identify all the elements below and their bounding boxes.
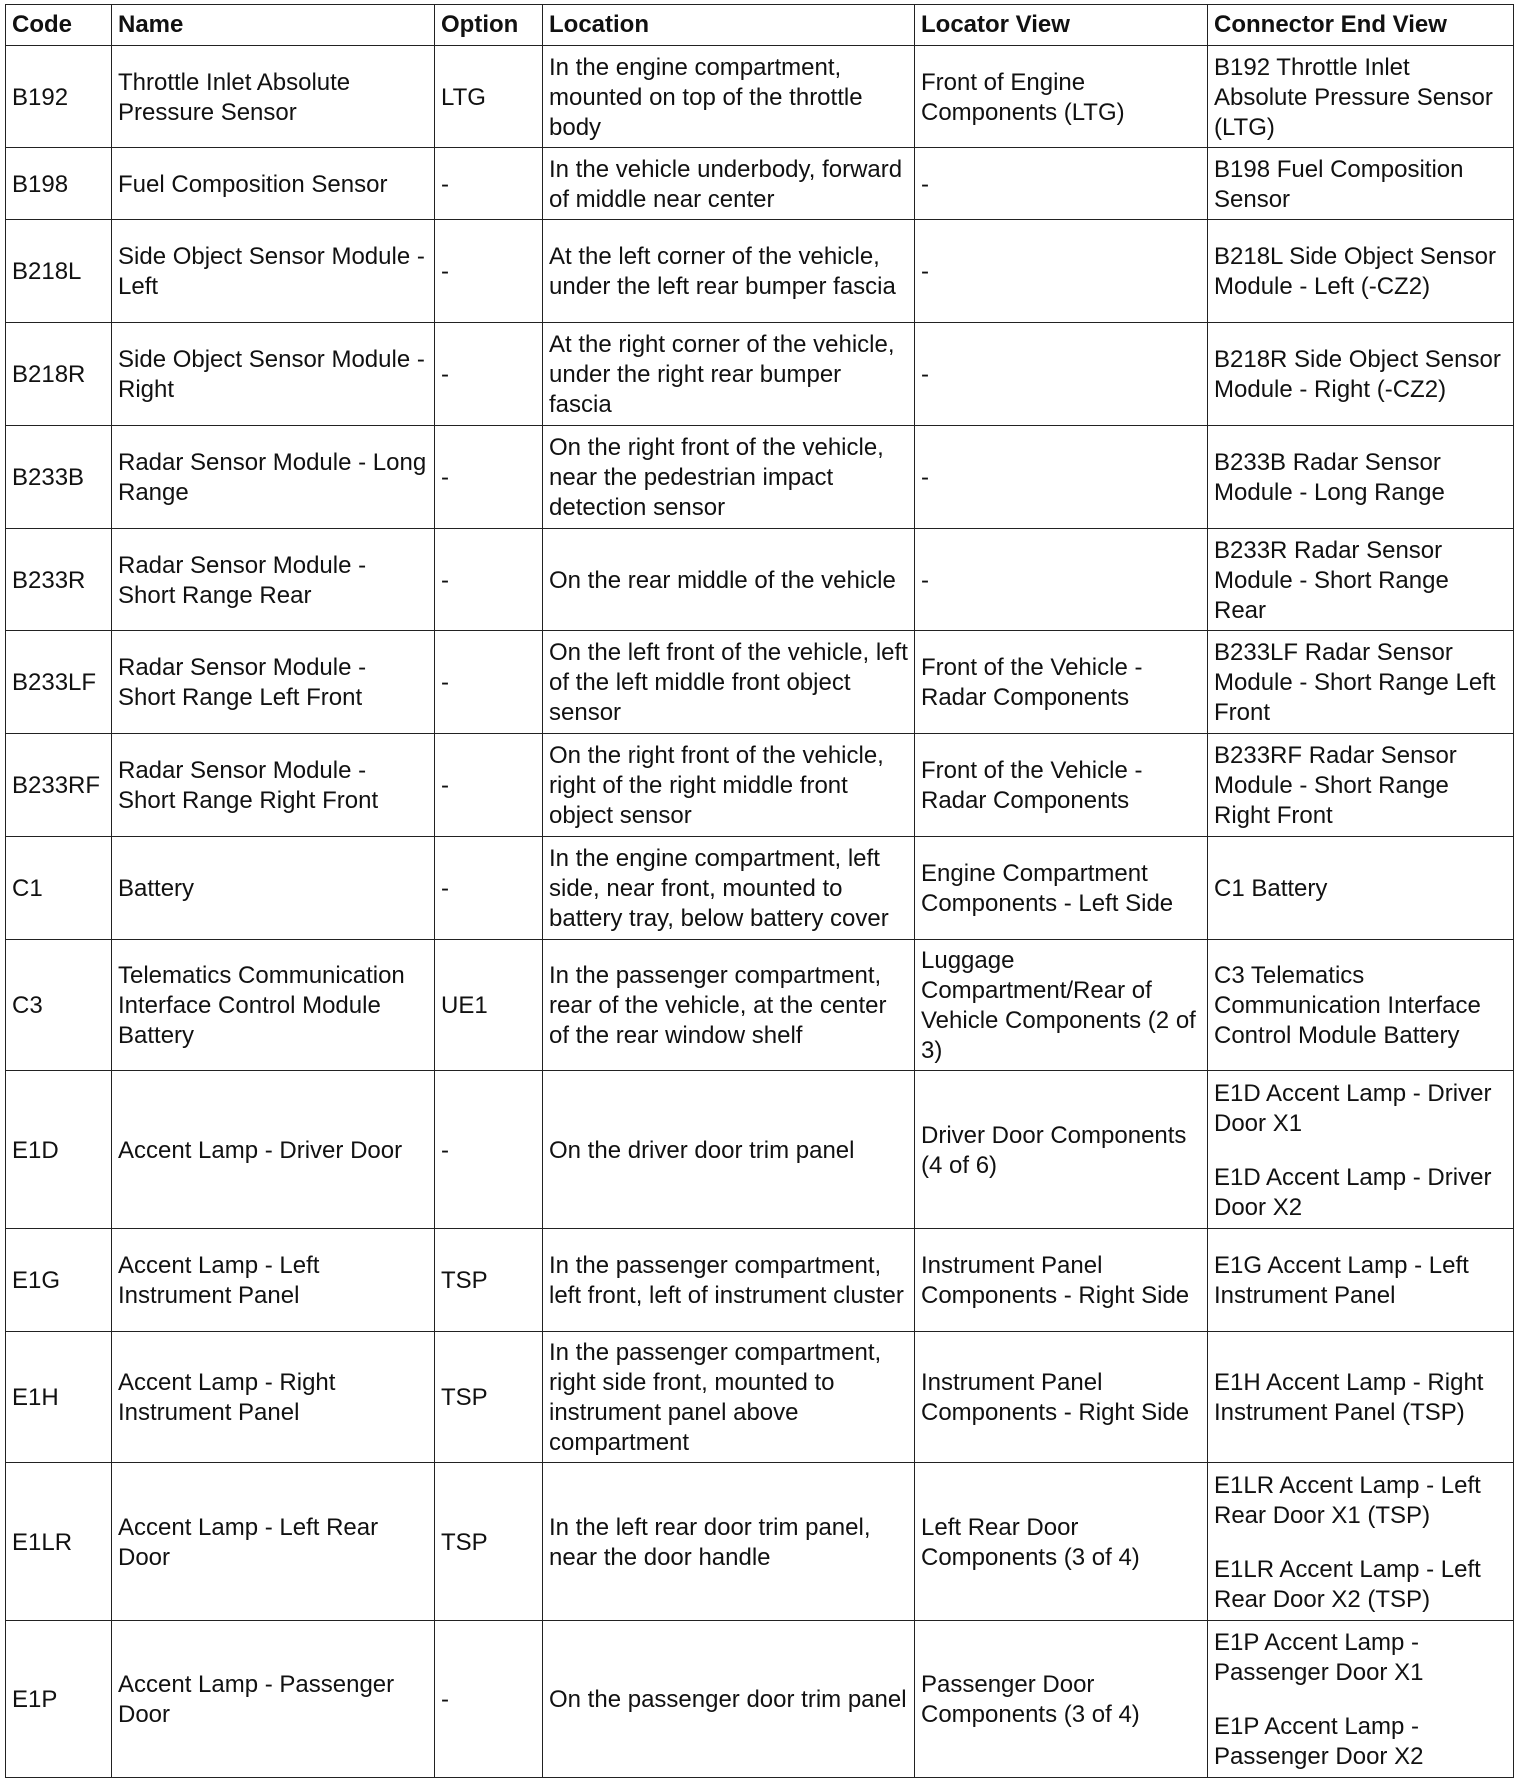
cell-option: UE1 — [435, 940, 543, 1071]
cell-location: On the rear middle of the vehicle — [543, 529, 915, 631]
cell-option: TSP — [435, 1332, 543, 1463]
cell-location: On the passenger door trim panel — [543, 1621, 915, 1778]
cell-code: B233R — [6, 529, 112, 631]
connector-view-link[interactable]: B233R Radar Sensor Module - Short Range Rear — [1214, 536, 1449, 624]
cell-locator-view: Driver Door Components (4 of 6) — [915, 1071, 1208, 1229]
cell-option: - — [435, 529, 543, 631]
cell-location: At the right corner of the vehicle, under the right rear bumper fascia — [543, 323, 915, 426]
connector-view-link[interactable]: E1G Accent Lamp - Left Instrument Panel — [1214, 1252, 1469, 1309]
cell-connector-end-view — [1208, 734, 1514, 837]
cell-connector-end-view — [1208, 940, 1514, 1071]
cell-name: Throttle Inlet Absolute Pressure Sensor — [112, 46, 435, 148]
cell-locator-view: Engine Compartment Components - Left Side — [915, 837, 1208, 940]
cell-name: Accent Lamp - Left Instrument Panel — [112, 1229, 435, 1332]
cell-option: - — [435, 220, 543, 323]
connector-view-link[interactable]: C1 Battery — [1214, 875, 1328, 902]
cell-location: In the passenger compartment, right side front, mounted to instrument panel above compartment — [543, 1332, 915, 1463]
cell-connector-end-view — [1208, 1332, 1514, 1463]
connector-view-link[interactable]: B218L Side Object Sensor Module - Left (-CZ2) — [1214, 243, 1496, 300]
table-row — [6, 1332, 1514, 1463]
connector-view-link[interactable]: B233LF Radar Sensor Module - Short Range Left Front — [1214, 639, 1496, 726]
connector-view-link[interactable]: E1D Accent Lamp - Driver Door X2 — [1214, 1163, 1492, 1221]
cell-code: B233LF — [6, 631, 112, 734]
cell-code: E1G — [6, 1229, 112, 1332]
cell-option: - — [435, 323, 543, 426]
cell-option: - — [435, 837, 543, 940]
cell-locator-view: Instrument Panel Components - Right Side — [915, 1229, 1208, 1332]
connector-view-link[interactable]: E1H Accent Lamp - Right Instrument Panel (TSP) — [1214, 1369, 1484, 1426]
cell-option: - — [435, 148, 543, 220]
table-row — [6, 1071, 1514, 1229]
cell-locator-view: - — [915, 426, 1208, 529]
cell-name: Accent Lamp - Left Rear Door — [112, 1463, 435, 1621]
cell-connector-end-view — [1208, 1621, 1514, 1778]
cell-locator-view: Luggage Compartment/Rear of Vehicle Components (2 of 3) — [915, 940, 1208, 1071]
cell-location: On the right front of the vehicle, near the pedestrian impact detection sensor — [543, 426, 915, 529]
cell-code: B233B — [6, 426, 112, 529]
cell-connector-end-view — [1208, 220, 1514, 323]
cell-option: TSP — [435, 1229, 543, 1332]
connector-view-link[interactable]: B218R Side Object Sensor Module - Right (-CZ2) — [1214, 346, 1501, 403]
cell-locator-view: Front of the Vehicle - Radar Components — [915, 631, 1208, 734]
component-locator-table — [5, 4, 1514, 1778]
cell-code: B218L — [6, 220, 112, 323]
table-row — [6, 631, 1514, 734]
cell-code: C3 — [6, 940, 112, 1071]
cell-locator-view: - — [915, 220, 1208, 323]
table-row — [6, 323, 1514, 426]
cell-code: B218R — [6, 323, 112, 426]
cell-location: At the left corner of the vehicle, under the left rear bumper fascia — [543, 220, 915, 323]
cell-name: Radar Sensor Module - Short Range Left Front — [112, 631, 435, 734]
cell-locator-view: - — [915, 148, 1208, 220]
cell-code: E1D — [6, 1071, 112, 1229]
header-row — [6, 5, 1514, 46]
header-location: Location — [543, 5, 915, 46]
connector-view-link[interactable]: E1LR Accent Lamp - Left Rear Door X2 (TSP) — [1214, 1555, 1481, 1613]
cell-connector-end-view — [1208, 1229, 1514, 1332]
cell-location: In the left rear door trim panel, near the door handle — [543, 1463, 915, 1621]
header-name: Name — [112, 5, 435, 46]
cell-name: Telematics Communication Interface Control Module Battery — [112, 940, 435, 1071]
header-code: Code — [6, 5, 112, 46]
cell-locator-view: Left Rear Door Components (3 of 4) — [915, 1463, 1208, 1621]
connector-view-link[interactable]: B192 Throttle Inlet Absolute Pressure Sensor (LTG) — [1214, 53, 1493, 141]
cell-option: - — [435, 631, 543, 734]
cell-option: - — [435, 734, 543, 837]
cell-connector-end-view — [1208, 426, 1514, 529]
cell-name: Radar Sensor Module - Short Range Rear — [112, 529, 435, 631]
cell-option: - — [435, 1071, 543, 1229]
cell-location: In the passenger compartment, rear of the vehicle, at the center of the rear window shelf — [543, 940, 915, 1071]
header-connector-end-view: Connector End View — [1208, 5, 1514, 46]
cell-name: Radar Sensor Module - Short Range Right Front — [112, 734, 435, 837]
cell-connector-end-view — [1208, 837, 1514, 940]
cell-name: Accent Lamp - Right Instrument Panel — [112, 1332, 435, 1463]
connector-view-link[interactable]: E1P Accent Lamp - Passenger Door X2 — [1214, 1713, 1424, 1770]
connector-view-link[interactable]: C3 Telematics Communication Interface Control Module Battery — [1214, 962, 1481, 1049]
cell-option: LTG — [435, 46, 543, 148]
cell-locator-view: - — [915, 529, 1208, 631]
cell-code: B198 — [6, 148, 112, 220]
cell-name: Accent Lamp - Passenger Door — [112, 1621, 435, 1778]
connector-view-link[interactable]: B233B Radar Sensor Module - Long Range — [1214, 449, 1445, 506]
connector-view-link[interactable]: B198 Fuel Composition Sensor — [1214, 155, 1464, 213]
connector-view-link[interactable]: B233RF Radar Sensor Module - Short Range Right Front — [1214, 742, 1457, 829]
cell-location: In the engine compartment, mounted on top of the throttle body — [543, 46, 915, 148]
cell-location: On the driver door trim panel — [543, 1071, 915, 1229]
cell-name: Side Object Sensor Module - Left — [112, 220, 435, 323]
cell-location: On the left front of the vehicle, left of the left middle front object sensor — [543, 631, 915, 734]
table-row — [6, 529, 1514, 631]
cell-locator-view: Passenger Door Components (3 of 4) — [915, 1621, 1208, 1778]
cell-code: E1LR — [6, 1463, 112, 1621]
cell-locator-view: Front of the Vehicle - Radar Components — [915, 734, 1208, 837]
cell-code: E1H — [6, 1332, 112, 1463]
cell-locator-view: Instrument Panel Components - Right Side — [915, 1332, 1208, 1463]
cell-connector-end-view — [1208, 1463, 1514, 1621]
cell-code: B233RF — [6, 734, 112, 837]
table-row — [6, 940, 1514, 1071]
table-row — [6, 1463, 1514, 1621]
cell-name: Battery — [112, 837, 435, 940]
cell-connector-end-view — [1208, 529, 1514, 631]
table-row — [6, 148, 1514, 220]
cell-location: In the passenger compartment, left front, left of instrument cluster — [543, 1229, 915, 1332]
cell-location: In the engine compartment, left side, near front, mounted to battery tray, below battery cover — [543, 837, 915, 940]
cell-connector-end-view — [1208, 631, 1514, 734]
cell-option: - — [435, 426, 543, 529]
header-locator-view: Locator View — [915, 5, 1208, 46]
connector-view-link[interactable]: E1P Accent Lamp - Passenger Door X1 — [1214, 1629, 1424, 1686]
cell-name: Side Object Sensor Module - Right — [112, 323, 435, 426]
table-row — [6, 220, 1514, 323]
cell-connector-end-view — [1208, 323, 1514, 426]
cell-option: - — [435, 1621, 543, 1778]
cell-code: E1P — [6, 1621, 112, 1778]
table-row — [6, 837, 1514, 940]
cell-locator-view: Front of Engine Components (LTG) — [915, 46, 1208, 148]
cell-connector-end-view — [1208, 46, 1514, 148]
cell-name: Radar Sensor Module - Long Range — [112, 426, 435, 529]
connector-view-link[interactable]: E1LR Accent Lamp - Left Rear Door X1 (TSP) — [1214, 1471, 1481, 1529]
table-row — [6, 734, 1514, 837]
header-option: Option — [435, 5, 543, 46]
table-row — [6, 426, 1514, 529]
table-row — [6, 1621, 1514, 1778]
cell-location: On the right front of the vehicle, right of the right middle front object sensor — [543, 734, 915, 837]
connector-view-link[interactable]: E1D Accent Lamp - Driver Door X1 — [1214, 1079, 1492, 1137]
cell-locator-view: - — [915, 323, 1208, 426]
cell-option: TSP — [435, 1463, 543, 1621]
cell-location: In the vehicle underbody, forward of middle near center — [543, 148, 915, 220]
cell-connector-end-view — [1208, 148, 1514, 220]
cell-name: Fuel Composition Sensor — [112, 148, 435, 220]
cell-name: Accent Lamp - Driver Door — [112, 1071, 435, 1229]
table-row — [6, 1229, 1514, 1332]
cell-code: B192 — [6, 46, 112, 148]
cell-connector-end-view — [1208, 1071, 1514, 1229]
table-row — [6, 46, 1514, 148]
cell-code: C1 — [6, 837, 112, 940]
